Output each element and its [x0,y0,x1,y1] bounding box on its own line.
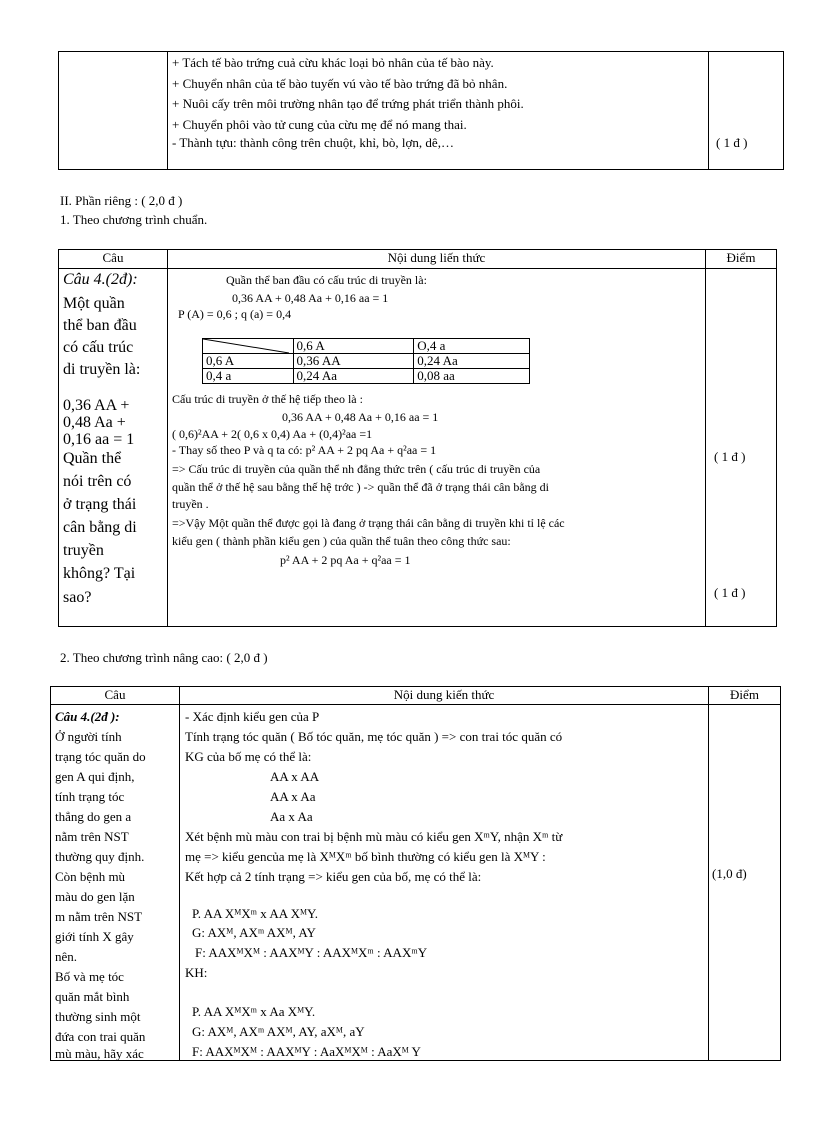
table1-question-title: Câu 4.(2đ): [63,271,138,288]
table2-question-line: thường quy định. [55,849,145,864]
table2-question-line: giới tính X gây [55,929,134,944]
table1-question-line: không? Tại [63,565,136,582]
punnett-cell: 0,24 Aa [414,354,530,369]
table2-header-points: Điểm [709,687,781,705]
table1-question-line: có cấu trúc [63,339,134,356]
table1-header-cau: Câu [59,250,168,269]
top-points: ( 1 đ ) [716,135,748,150]
table2-points-cell [709,705,781,1061]
table2-content-line: Xét bệnh mù màu con trai bị bệnh mù màu có kiểu gen XᵐY, nhận Xᵐ từ [185,829,563,844]
table2-question-line: trạng tóc quăn do [55,749,146,764]
table1-points: ( 1 đ ) [714,449,746,464]
table1-question-line: truyền [63,542,104,559]
section-subtitle-1: 1. Theo chương trình chuẩn. [60,212,208,227]
table2-question-line: nằm trên NST [55,829,129,844]
table2-content-line: G: AXᴹ, AXᵐ AXᴹ, AY [192,925,316,940]
table1-header-points: Điểm [706,250,777,269]
table1-question-line: di truyền là: [63,361,141,378]
table2-content-line: G: AXᴹ, AXᵐ AXᴹ, AY, aXᴹ, aY [192,1024,365,1039]
table1-points: ( 1 đ ) [714,585,746,600]
table2-content-line: KH: [185,965,208,980]
punnett-corner-cell [203,339,294,354]
table-1 [58,249,777,627]
table2-question-line: gen A qui định, [55,769,135,784]
top-line: + Nuôi cấy trên môi trường nhân tạo để trứng phát triển thành phôi. [172,96,524,111]
top-line: + Chuyển phôi vào tử cung của cừu mẹ để nó mang thai. [172,117,467,132]
table2-question-line: mù màu, hãy xác [55,1046,144,1061]
table2-question-line: nên. [55,949,78,964]
punnett-cell: 0,36 AA [293,354,414,369]
punnett-cell: 0,6 A [293,339,414,354]
table2-question-line: tính trạng tóc [55,789,125,804]
table2-question-line: đứa con trai quăn [55,1029,146,1044]
table1-question-line: thể ban đầu [63,317,137,334]
table1-question-line: 0,16 aa = 1 [63,431,135,448]
table1-header-content: Nội dung liến thức [168,250,706,269]
table1-content-line: =>Vậy Một quần thể được gọi là đang ở trạng thái cân bằng di truyền khi tỉ lệ các [172,516,565,530]
table2-content-line: Kết hợp cả 2 tính trạng => kiểu gen của bố, mẹ có thể là: [185,869,482,884]
punnett-cell: O,4 a [414,339,530,354]
table1-content-line: kiểu gen ( thành phần kiểu gen ) của quần thể tuân theo công thức sau: [172,534,511,548]
table1-question-line: 0,48 Aa + [63,414,126,431]
table1-content-line: Cấu trúc di truyền ở thế hệ tiếp theo là : [172,392,363,406]
top-line: - Thành tựu: thành công trên chuột, khỉ, bò, lợn, dê,… [172,135,454,150]
table2-content-line: mẹ => kiểu gencủa mẹ là XᴹXᵐ bố bình thường có kiểu gen là XᴹY : [185,849,546,864]
top-line: + Tách tế bào trứng cuả cừu khác loại bỏ nhân của tế bào này. [172,55,494,70]
table2-content-line: AA x AA [270,769,320,784]
table2-content-line: P. AA XᴹXᵐ x AA XᴹY. [192,906,318,921]
table2-header-content: Nội dung kiến thức [180,687,709,705]
table1-content-line: Quần thể ban đầu có cấu trúc di truyền là: [226,273,427,287]
table1-content-line: 0,36 AA + 0,48 Aa + 0,16 aa = 1 [232,291,389,305]
table2-content-line: Aa x Aa [270,809,313,824]
table2-header-cau: Câu [51,687,180,705]
section-subtitle-2: 2. Theo chương trình nâng cao: ( 2,0 đ ) [60,650,268,665]
table2-question-line: quăn mắt bình [55,989,130,1004]
top-table-empty-cell [59,52,168,170]
table2-question-line: Ở người tính [55,729,122,744]
table1-question-line: cân bằng di [63,519,137,536]
diagonal-line [203,339,289,353]
top-line: + Chuyển nhân của tế bào tuyến vú vào tế bào trứng đã bỏ nhân. [172,76,508,91]
table1-content-line: 0,36 AA + 0,48 Aa + 0,16 aa = 1 [282,410,439,424]
punnett-square [202,338,530,384]
table2-question-line: Còn bệnh mù [55,869,126,884]
table1-question-line: sao? [63,589,92,606]
section-title: II. Phần riêng : ( 2,0 đ ) [60,193,183,208]
punnett-cell: 0,4 a [203,369,294,384]
table1-points-cell [706,269,777,627]
table1-content-line: quần thể ở thế hệ sau bằng thế hệ trớc ) -> quần thể đã ở trạng thái cân bằng di [172,480,550,494]
table2-content-line: F: AAXᴹXᴹ : AAXᴹY : AAXᴹXᵐ : AAXᵐY [195,945,428,960]
punnett-cell: 0,24 Aa [293,369,414,384]
table1-question-line: ở trạng thái [63,496,137,513]
table2-question-line: thường sinh một [55,1009,141,1024]
table1-question-line: 0,36 AA + [63,397,130,414]
table2-content-line: - Xác định kiểu gen của P [185,709,320,724]
table1-content-line: - Thay số theo P và q ta có: p² AA + 2 pq Aa + q²aa = 1 [172,443,437,457]
table2-question-line: thẳng do gen a [55,809,132,824]
punnett-cell: 0,6 A [203,354,294,369]
table2-points: (1,0 đ) [712,866,747,881]
table1-content-line: truyền . [172,497,209,511]
table2-content-line: F: AAXᴹXᴹ : AAXᴹY : AaXᴹXᴹ : AaXᴹ Y [192,1044,421,1059]
top-table-points-cell [709,52,784,170]
table2-content-line: P. AA XᴹXᵐ x Aa XᴹY. [192,1004,316,1019]
table2-content-line: KG của bố mẹ có thể là: [185,749,312,764]
table1-question-line: Một quần [63,295,125,312]
table2-question-line: m nằm trên NST [55,909,143,924]
table2-question-title: Câu 4.(2đ ): [55,709,120,724]
table1-content-line: P (A) = 0,6 ; q (a) = 0,4 [178,307,292,321]
punnett-cell: 0,08 aa [414,369,530,384]
table1-content-line: p² AA + 2 pq Aa + q²aa = 1 [280,553,411,567]
table2-question-line: Bố và mẹ tóc [55,969,124,984]
table2-question-line: màu do gen lặn [55,889,135,904]
table1-question-line: Quần thể [63,450,122,467]
table2-content-line: AA x Aa [270,789,316,804]
table2-content-line: Tính trạng tóc quăn ( Bố tóc quăn, mẹ tóc quăn ) => con trai tóc quăn có [185,729,563,744]
table1-question-line: nói trên có [63,473,132,490]
table1-content-line: ( 0,6)²AA + 2( 0,6 x 0,4) Aa + (0,4)²aa =1 [172,427,373,441]
table1-content-line: => Cấu trúc di truyền của quần thể nh đẳng thức trên ( cấu trúc di truyền của [172,462,541,476]
